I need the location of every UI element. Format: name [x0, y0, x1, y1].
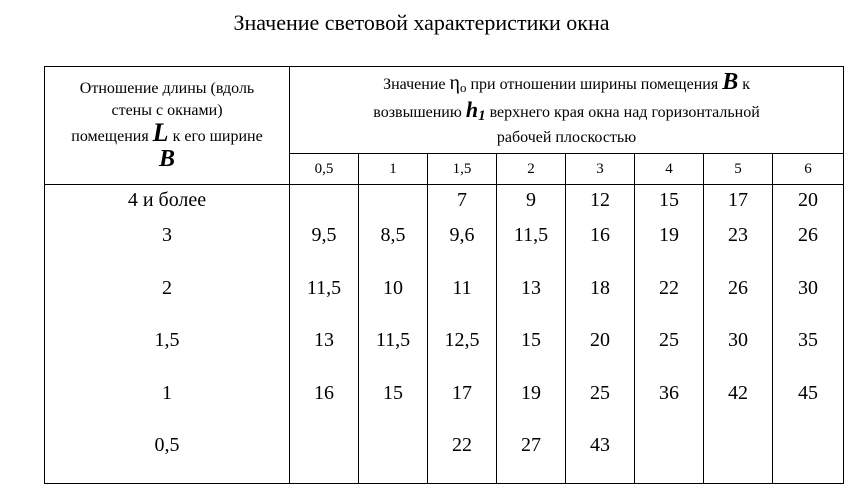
- table-cell: 16: [314, 381, 334, 404]
- col-header-part4: возвышению: [373, 104, 462, 121]
- value-column-5: [566, 185, 635, 484]
- table-cell: [704, 430, 772, 483]
- table-cell: 30: [728, 329, 748, 351]
- table-cell: [635, 430, 703, 483]
- table-cell: 26: [798, 224, 819, 246]
- row-label: 4 и более: [127, 189, 207, 211]
- table-cell: 11,5: [306, 276, 342, 299]
- column-header-cell: [290, 67, 844, 154]
- table-cell: 27: [521, 434, 541, 456]
- column-value: 0,5: [290, 154, 359, 185]
- col-header-part2: при отношении ширины помещения: [470, 76, 719, 93]
- row-header-cell: [45, 67, 290, 185]
- light-characteristic-table: [44, 66, 844, 484]
- symbol-B-row: B: [158, 146, 175, 172]
- column-value: 3: [566, 154, 635, 185]
- symbol-eta: η: [449, 72, 460, 94]
- table-cell: 23: [728, 224, 748, 246]
- table-cell: 13: [314, 329, 334, 351]
- table-cell: 15: [383, 381, 403, 404]
- table-cell: 9: [526, 189, 536, 211]
- table-cell: 30: [798, 276, 819, 299]
- col-header-part3: к: [742, 76, 750, 93]
- col-header-part1: Значение: [383, 76, 446, 93]
- value-column-1: [290, 185, 359, 484]
- table-cell: 9,6: [449, 224, 475, 246]
- table-cell: 20: [798, 189, 819, 211]
- table-cell: 19: [659, 224, 679, 246]
- column-value: 6: [773, 154, 844, 185]
- symbol-B-col: B: [722, 69, 739, 95]
- row-labels-column: [45, 185, 290, 484]
- table-cell: 10: [383, 276, 403, 299]
- table-cell: 7: [457, 189, 467, 211]
- col-header-part6: рабочей плоскостью: [496, 129, 637, 146]
- value-column-3: [428, 185, 497, 484]
- table-cell: 12,5: [444, 329, 480, 351]
- table-body-row: [45, 185, 844, 484]
- row-header-line2: стены с окнами): [111, 102, 223, 119]
- table-cell: 17: [452, 381, 472, 404]
- row-header-line3-pre: помещения: [71, 128, 149, 145]
- table-cell: 18: [590, 276, 610, 299]
- table-cell: 15: [659, 189, 679, 211]
- symbol-h: h: [465, 97, 479, 122]
- table-cell: 17: [728, 189, 748, 211]
- column-value: 5: [704, 154, 773, 185]
- table-cell: 25: [590, 381, 610, 404]
- table-cell: [290, 430, 358, 483]
- table-cell: 22: [659, 276, 679, 299]
- value-column-8: [773, 185, 844, 484]
- column-value: 1,5: [428, 154, 497, 185]
- value-column-4: [497, 185, 566, 484]
- table-cell: [359, 430, 427, 483]
- col-header-part5: верхнего края окна над горизонтальной: [489, 104, 760, 121]
- value-column-7: [704, 185, 773, 484]
- table-cell: 43: [590, 434, 610, 456]
- table-cell: 19: [521, 381, 541, 404]
- value-column-2: [359, 185, 428, 484]
- table-cell: 11,5: [375, 329, 411, 351]
- table-cell: 25: [659, 329, 679, 351]
- table-cell: 45: [798, 381, 819, 404]
- table-cell: 22: [452, 434, 472, 456]
- table-cell: 11,5: [513, 224, 549, 246]
- table-cell: 11: [452, 276, 472, 299]
- table-cell: 16: [590, 224, 610, 246]
- row-label: 2: [162, 276, 172, 299]
- row-header-line3-post: к его ширине: [172, 128, 263, 145]
- table-cell: 13: [521, 276, 541, 299]
- column-value: 2: [497, 154, 566, 185]
- table-cell: 42: [728, 381, 748, 404]
- row-header-line1: Отношение длины (вдоль: [79, 80, 255, 97]
- symbol-L: L: [152, 118, 169, 147]
- table-cell: [359, 185, 427, 220]
- value-column-6: [635, 185, 704, 484]
- table-cell: 15: [521, 329, 541, 351]
- row-label: 1,5: [154, 329, 180, 351]
- table-cell: 20: [590, 329, 610, 351]
- table-cell: 12: [590, 189, 610, 211]
- table-cell: [290, 185, 358, 220]
- row-label: 1: [162, 381, 172, 404]
- table-cell: 9,5: [311, 224, 337, 246]
- table-cell: 26: [728, 276, 748, 299]
- h-subscript: 1: [478, 108, 486, 124]
- table-cell: 8,5: [380, 224, 406, 246]
- table-cell: 35: [798, 329, 819, 351]
- eta-subscript: o: [459, 80, 467, 95]
- page-title: Значение световой характеристики окна: [233, 10, 610, 35]
- column-value: 1: [359, 154, 428, 185]
- column-value: 4: [635, 154, 704, 185]
- table-cell: 36: [659, 381, 679, 404]
- row-label: 3: [162, 224, 172, 246]
- row-label: 0,5: [154, 434, 180, 456]
- table-cell: [773, 430, 843, 483]
